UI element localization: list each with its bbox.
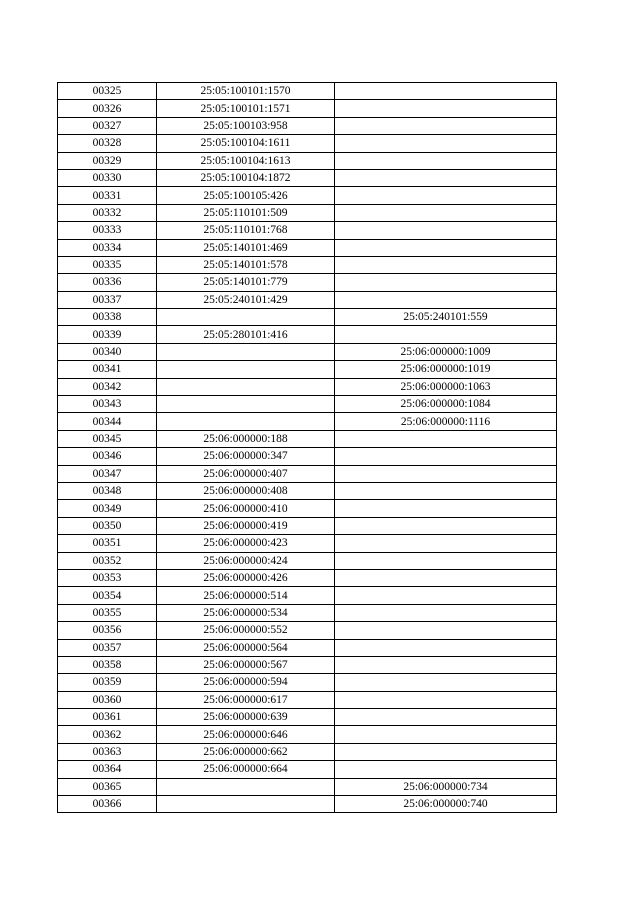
- cadastral-number-alt-cell: 25:06:000000:1116: [335, 413, 557, 430]
- table-row: [58, 726, 557, 743]
- cadastral-number-cell: 25:05:100104:1872: [157, 169, 335, 186]
- row-number-cell: 00328: [58, 135, 157, 152]
- row-number-cell: 00343: [58, 396, 157, 413]
- row-number-cell: 00363: [58, 743, 157, 760]
- cadastral-number-alt-cell: [335, 117, 557, 134]
- document-table: [57, 82, 557, 813]
- row-number-cell: 00326: [58, 100, 157, 117]
- table-row: [58, 413, 557, 430]
- cadastral-number-alt-cell: [335, 152, 557, 169]
- cadastral-number-cell: [157, 361, 335, 378]
- row-number-cell: 00353: [58, 569, 157, 586]
- row-number-cell: 00335: [58, 256, 157, 273]
- cadastral-number-cell: 25:06:000000:407: [157, 465, 335, 482]
- table-row: [58, 135, 557, 152]
- table-row: [58, 778, 557, 795]
- cadastral-number-alt-cell: [335, 100, 557, 117]
- cadastral-number-cell: [157, 796, 335, 813]
- table-row: [58, 222, 557, 239]
- table-row: [58, 639, 557, 656]
- cadastral-number-alt-cell: 25:05:240101:559: [335, 309, 557, 326]
- cadastral-number-alt-cell: [335, 709, 557, 726]
- row-number-cell: 00332: [58, 204, 157, 221]
- row-number-cell: 00349: [58, 500, 157, 517]
- cadastral-number-alt-cell: [335, 622, 557, 639]
- cadastral-number-cell: 25:06:000000:664: [157, 761, 335, 778]
- row-number-cell: 00364: [58, 761, 157, 778]
- table-row: [58, 396, 557, 413]
- table-row: [58, 761, 557, 778]
- cadastral-number-cell: 25:06:000000:564: [157, 639, 335, 656]
- row-number-cell: 00337: [58, 291, 157, 308]
- row-number-cell: 00347: [58, 465, 157, 482]
- row-number-cell: 00357: [58, 639, 157, 656]
- cadastral-number-alt-cell: [335, 656, 557, 673]
- row-number-cell: 00346: [58, 448, 157, 465]
- row-number-cell: 00362: [58, 726, 157, 743]
- cadastral-number-alt-cell: [335, 587, 557, 604]
- cadastral-number-alt-cell: 25:06:000000:1084: [335, 396, 557, 413]
- table-row: [58, 691, 557, 708]
- row-number-cell: 00339: [58, 326, 157, 343]
- cadastral-number-cell: 25:05:240101:429: [157, 291, 335, 308]
- row-number-cell: 00360: [58, 691, 157, 708]
- cadastral-number-cell: 25:05:100105:426: [157, 187, 335, 204]
- row-number-cell: 00336: [58, 274, 157, 291]
- table-row: [58, 482, 557, 499]
- cadastral-number-alt-cell: [335, 517, 557, 534]
- cadastral-number-cell: [157, 413, 335, 430]
- cadastral-number-alt-cell: [335, 169, 557, 186]
- row-number-cell: 00344: [58, 413, 157, 430]
- row-number-cell: 00355: [58, 604, 157, 621]
- cadastral-number-cell: 25:05:110101:509: [157, 204, 335, 221]
- cadastral-number-cell: 25:06:000000:423: [157, 535, 335, 552]
- row-number-cell: 00338: [58, 309, 157, 326]
- row-number-cell: 00358: [58, 656, 157, 673]
- table-row: [58, 117, 557, 134]
- table-row: [58, 465, 557, 482]
- cadastral-number-alt-cell: [335, 448, 557, 465]
- cadastral-number-alt-cell: [335, 83, 557, 100]
- table-body: [58, 83, 557, 813]
- cadastral-number-cell: 25:05:100101:1570: [157, 83, 335, 100]
- row-number-cell: 00342: [58, 378, 157, 395]
- row-number-cell: 00329: [58, 152, 157, 169]
- table-row: [58, 796, 557, 813]
- cadastral-number-alt-cell: [335, 761, 557, 778]
- cadastral-number-alt-cell: [335, 222, 557, 239]
- cadastral-number-alt-cell: [335, 691, 557, 708]
- table-row: [58, 517, 557, 534]
- cadastral-number-cell: 25:05:140101:469: [157, 239, 335, 256]
- cadastral-number-alt-cell: [335, 482, 557, 499]
- table-row: [58, 83, 557, 100]
- table-row: [58, 569, 557, 586]
- cadastral-number-alt-cell: [335, 239, 557, 256]
- cadastral-number-alt-cell: 25:06:000000:1063: [335, 378, 557, 395]
- cadastral-number-alt-cell: [335, 204, 557, 221]
- cadastral-number-alt-cell: [335, 135, 557, 152]
- row-number-cell: 00341: [58, 361, 157, 378]
- table-row: [58, 274, 557, 291]
- cadastral-number-cell: 25:06:000000:639: [157, 709, 335, 726]
- cadastral-number-alt-cell: [335, 256, 557, 273]
- cadastral-number-alt-cell: 25:06:000000:740: [335, 796, 557, 813]
- cadastral-number-cell: [157, 309, 335, 326]
- table-row: [58, 309, 557, 326]
- table-row: [58, 587, 557, 604]
- cadastral-number-alt-cell: [335, 535, 557, 552]
- row-number-cell: 00356: [58, 622, 157, 639]
- table-row: [58, 743, 557, 760]
- cadastral-number-cell: 25:06:000000:419: [157, 517, 335, 534]
- cadastral-number-cell: [157, 343, 335, 360]
- row-number-cell: 00333: [58, 222, 157, 239]
- cadastral-number-alt-cell: [335, 726, 557, 743]
- cadastral-number-cell: 25:05:100104:1611: [157, 135, 335, 152]
- row-number-cell: 00359: [58, 674, 157, 691]
- cadastral-number-cell: 25:06:000000:408: [157, 482, 335, 499]
- cadastral-number-cell: [157, 396, 335, 413]
- cadastral-number-cell: 25:06:000000:188: [157, 430, 335, 447]
- table-row: [58, 169, 557, 186]
- row-number-cell: 00350: [58, 517, 157, 534]
- table-row: [58, 378, 557, 395]
- cadastral-number-alt-cell: [335, 552, 557, 569]
- cadastral-number-alt-cell: [335, 569, 557, 586]
- table-row: [58, 256, 557, 273]
- table-row: [58, 291, 557, 308]
- cadastral-number-alt-cell: [335, 187, 557, 204]
- cadastral-number-alt-cell: [335, 743, 557, 760]
- table-row: [58, 100, 557, 117]
- table-row: [58, 622, 557, 639]
- table-row: [58, 604, 557, 621]
- cadastral-number-cell: 25:05:140101:779: [157, 274, 335, 291]
- cadastral-number-alt-cell: [335, 465, 557, 482]
- row-number-cell: 00366: [58, 796, 157, 813]
- cadastral-number-cell: 25:06:000000:594: [157, 674, 335, 691]
- row-number-cell: 00331: [58, 187, 157, 204]
- table-row: [58, 552, 557, 569]
- cadastral-number-cell: 25:06:000000:347: [157, 448, 335, 465]
- cadastral-number-cell: 25:05:100101:1571: [157, 100, 335, 117]
- table-row: [58, 709, 557, 726]
- cadastral-number-alt-cell: 25:06:000000:1019: [335, 361, 557, 378]
- cadastral-number-cell: [157, 378, 335, 395]
- cadastral-number-cell: 25:05:140101:578: [157, 256, 335, 273]
- cadastral-number-alt-cell: [335, 430, 557, 447]
- table-row: [58, 535, 557, 552]
- row-number-cell: 00340: [58, 343, 157, 360]
- cadastral-number-cell: 25:06:000000:424: [157, 552, 335, 569]
- cadastral-number-cell: 25:05:100103:958: [157, 117, 335, 134]
- table-row: [58, 326, 557, 343]
- cadastral-number-cell: 25:06:000000:567: [157, 656, 335, 673]
- cadastral-number-alt-cell: [335, 674, 557, 691]
- cadastral-number-alt-cell: [335, 639, 557, 656]
- table-row: [58, 361, 557, 378]
- cadastral-number-cell: 25:05:110101:768: [157, 222, 335, 239]
- row-number-cell: 00354: [58, 587, 157, 604]
- cadastral-number-alt-cell: 25:06:000000:1009: [335, 343, 557, 360]
- cadastral-number-cell: 25:06:000000:534: [157, 604, 335, 621]
- table-row: [58, 430, 557, 447]
- cadastral-number-alt-cell: 25:06:000000:734: [335, 778, 557, 795]
- table-row: [58, 448, 557, 465]
- table-row: [58, 187, 557, 204]
- row-number-cell: 00365: [58, 778, 157, 795]
- cadastral-number-cell: 25:06:000000:662: [157, 743, 335, 760]
- row-number-cell: 00352: [58, 552, 157, 569]
- cadastral-number-alt-cell: [335, 326, 557, 343]
- cadastral-number-alt-cell: [335, 291, 557, 308]
- cadastral-number-cell: 25:06:000000:410: [157, 500, 335, 517]
- table-row: [58, 239, 557, 256]
- cadastral-number-cell: 25:05:280101:416: [157, 326, 335, 343]
- row-number-cell: 00327: [58, 117, 157, 134]
- cadastral-number-cell: [157, 778, 335, 795]
- table-row: [58, 343, 557, 360]
- cadastral-number-alt-cell: [335, 500, 557, 517]
- row-number-cell: 00345: [58, 430, 157, 447]
- table-row: [58, 500, 557, 517]
- row-number-cell: 00361: [58, 709, 157, 726]
- cadastral-number-alt-cell: [335, 604, 557, 621]
- row-number-cell: 00351: [58, 535, 157, 552]
- cadastral-number-cell: 25:06:000000:617: [157, 691, 335, 708]
- row-number-cell: 00330: [58, 169, 157, 186]
- table-row: [58, 674, 557, 691]
- table-row: [58, 656, 557, 673]
- cadastral-number-cell: 25:06:000000:426: [157, 569, 335, 586]
- row-number-cell: 00325: [58, 83, 157, 100]
- row-number-cell: 00348: [58, 482, 157, 499]
- table-row: [58, 152, 557, 169]
- cadastral-number-cell: 25:06:000000:514: [157, 587, 335, 604]
- cadastral-number-cell: 25:05:100104:1613: [157, 152, 335, 169]
- cadastral-number-cell: 25:06:000000:552: [157, 622, 335, 639]
- cadastral-number-alt-cell: [335, 274, 557, 291]
- cadastral-number-cell: 25:06:000000:646: [157, 726, 335, 743]
- table-row: [58, 204, 557, 221]
- row-number-cell: 00334: [58, 239, 157, 256]
